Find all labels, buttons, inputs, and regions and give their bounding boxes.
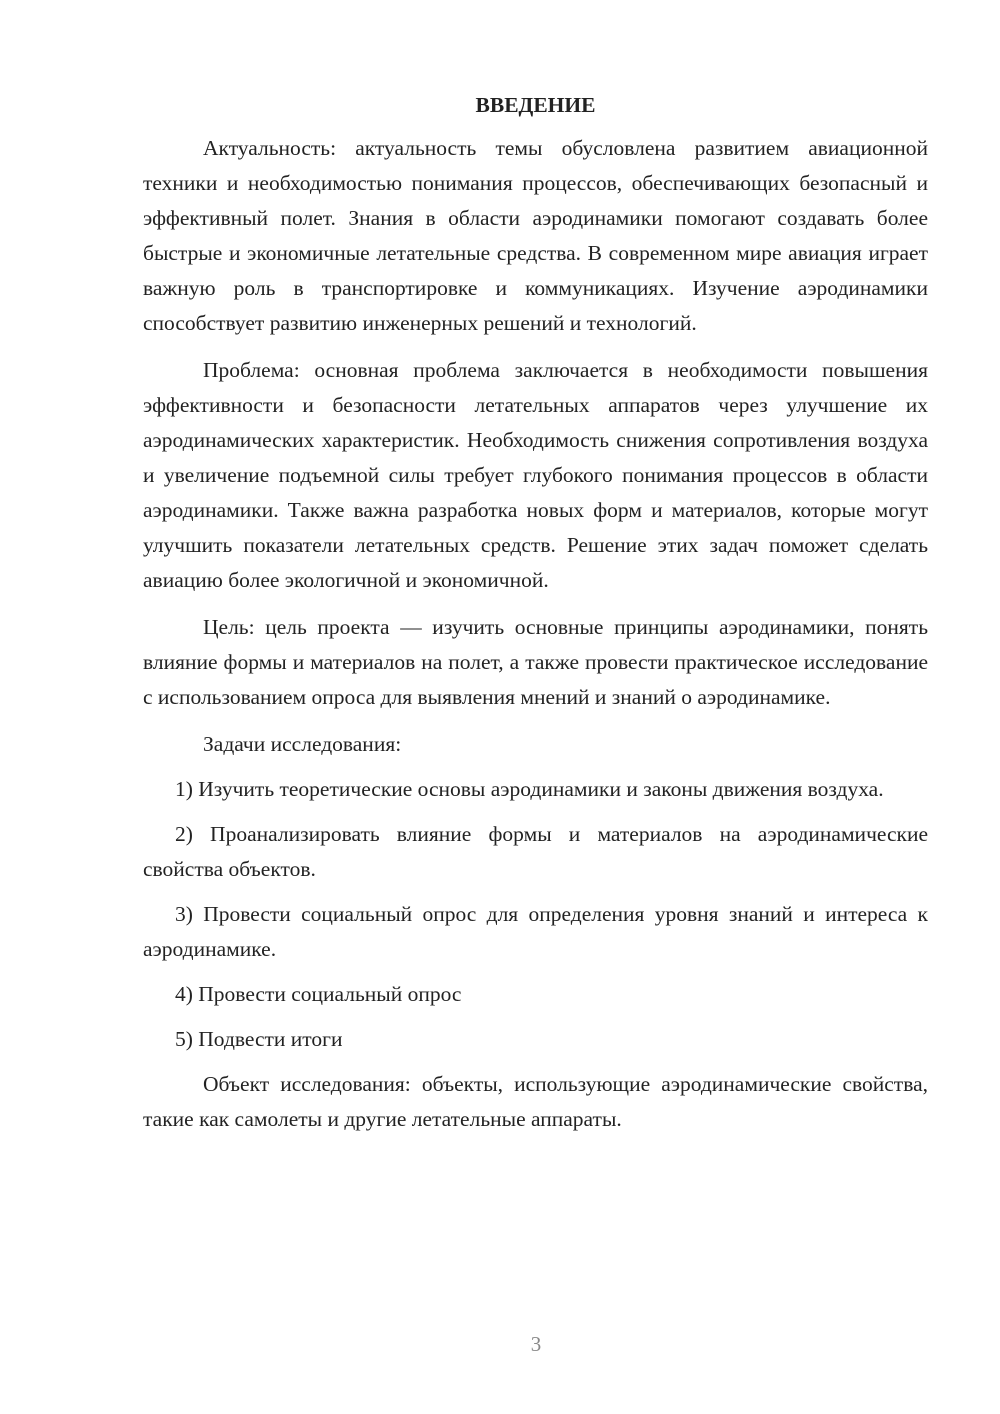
- section-title: ВВЕДЕНИЕ: [475, 93, 596, 117]
- object-paragraph: Объект исследования: объекты, использующие аэродинамические свойства, такие как самолеты и другие летательные аппараты.: [143, 1072, 928, 1131]
- task-item-5: 5) Подвести итоги: [175, 1027, 343, 1051]
- task-item-2: 2) Проанализировать влияние формы и материалов на аэродинамические свойства объектов.: [143, 822, 928, 881]
- task-item-1: 1) Изучить теоретические основы аэродинамики и законы движения воздуха.: [175, 777, 884, 801]
- goal-paragraph: Цель: цель проекта — изучить основные принципы аэродинамики, понять влияние формы и материалов на полет, а также провести практическое исследование с использованием опроса для выявления мнений и знаний о аэродинамике.: [143, 615, 928, 709]
- tasks-heading: Задачи исследования:: [203, 732, 402, 756]
- relevance-paragraph: Актуальность: актуальность темы обусловлена развитием авиационной техники и необходимостью понимания процессов, обеспечивающих безопасный и эффективный полет. Знания в области аэродинамики помогают создавать более быстрые и экономичные летательные средства. В современном мире авиация играет важную роль в транспортировке и коммуникациях. Изучение аэродинамики способствует развитию инженерных решений и технологий.: [143, 136, 928, 335]
- document-page: [143, 90, 928, 1149]
- task-item-3: 3) Провести социальный опрос для определения уровня знаний и интереса к аэродинамике.: [143, 902, 928, 961]
- page-number: 3: [530, 1332, 542, 1356]
- problem-paragraph: Проблема: основная проблема заключается в необходимости повышения эффективности и безопасности летательных аппаратов через улучшение их аэродинамических характеристик. Необходимость снижения сопротивления воздуха и увеличение подъемной силы требует глубокого понимания процессов в области аэродинамики. Также важна разработка новых форм и материалов, которые могут улучшить показатели летательных средств. Решение этих задач поможет сделать авиацию более экологичной и экономичной.: [143, 358, 928, 592]
- task-item-4: 4) Провести социальный опрос: [175, 982, 462, 1006]
